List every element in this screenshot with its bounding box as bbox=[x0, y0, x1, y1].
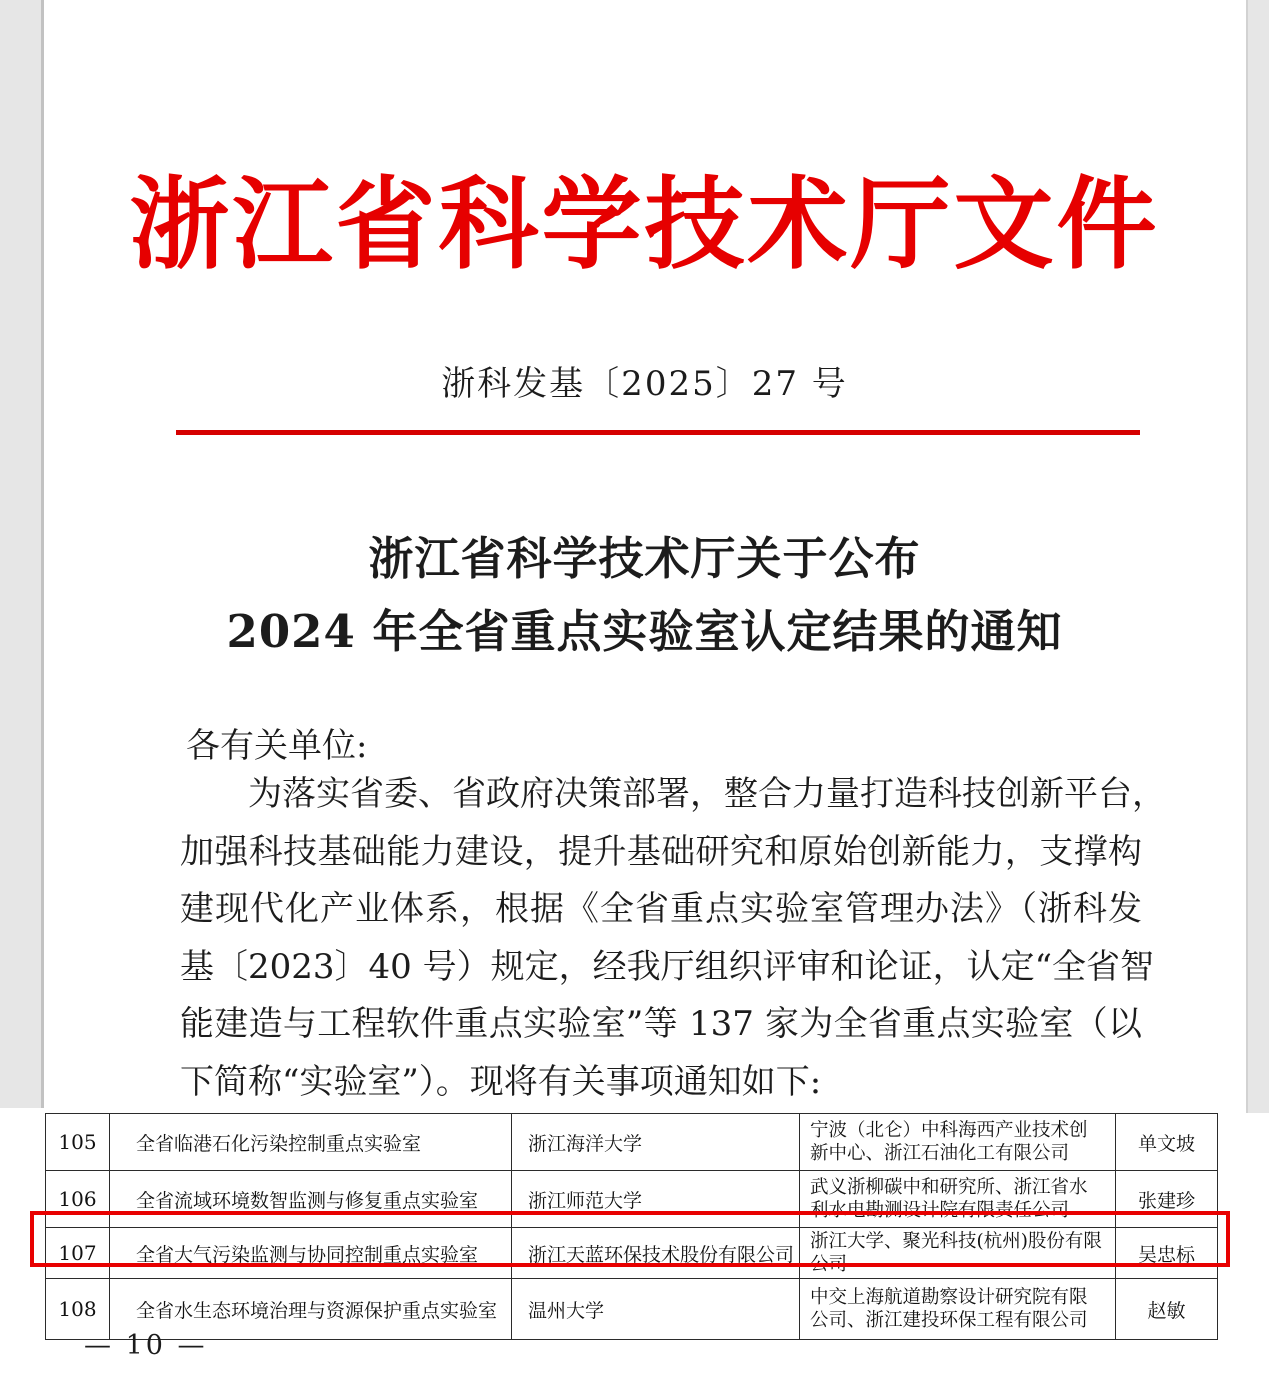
lab-name-cell: 全省流域环境数智监测与修复重点实验室 bbox=[110, 1171, 512, 1228]
scan-margin-right bbox=[1246, 0, 1269, 1113]
institution-cell: 浙江天蓝环保技术股份有限公司 bbox=[512, 1228, 800, 1279]
director-cell: 赵敏 bbox=[1116, 1279, 1218, 1340]
letterhead-divider-rule bbox=[176, 430, 1140, 435]
body-line: 基〔2023〕40 号）规定，经我厅组织评审和论证，认定“全省智 bbox=[180, 946, 1154, 987]
salutation: 各有关单位: bbox=[186, 726, 368, 766]
table-row-107-highlighted bbox=[46, 1228, 1218, 1279]
lab-name-cell: 全省水生态环境治理与资源保护重点实验室 bbox=[110, 1279, 512, 1340]
institution-cell: 浙江海洋大学 bbox=[512, 1114, 800, 1171]
partners-cell: 浙江大学、聚光科技(杭州)股份有限公司 bbox=[800, 1228, 1116, 1279]
director-cell: 张建珍 bbox=[1116, 1171, 1218, 1228]
institution-cell: 浙江师范大学 bbox=[512, 1171, 800, 1228]
scan-margin-left bbox=[0, 0, 44, 1108]
row-number-cell: 107 bbox=[46, 1228, 110, 1279]
notice-title-line1: 浙江省科学技术厅关于公布 bbox=[368, 532, 921, 585]
body-line: 下简称“实验室”）。现将有关事项通知如下: bbox=[180, 1061, 822, 1102]
letterhead-title: 浙江省科学技术厅文件 bbox=[129, 165, 1160, 283]
page-number: — 10 — bbox=[84, 1330, 208, 1361]
partners-cell: 中交上海航道勘察设计研究院有限公司、浙江建投环保工程有限公司 bbox=[800, 1279, 1116, 1340]
key-laboratory-results-table bbox=[45, 1113, 1218, 1340]
row-number-cell: 106 bbox=[46, 1171, 110, 1228]
institution-cell: 温州大学 bbox=[512, 1279, 800, 1340]
lab-name-cell: 全省临港石化污染控制重点实验室 bbox=[110, 1114, 512, 1171]
director-cell: 单文坡 bbox=[1116, 1114, 1218, 1171]
row-number-cell: 105 bbox=[46, 1114, 110, 1171]
partners-cell: 宁波（北仑）中科海西产业技术创新中心、浙江石油化工有限公司 bbox=[800, 1114, 1116, 1171]
lab-name-cell: 全省大气污染监测与协同控制重点实验室 bbox=[110, 1228, 512, 1279]
body-line: 能建造与工程软件重点实验室”等 137 家为全省重点实验室（以 bbox=[180, 1004, 1142, 1044]
table-row-105 bbox=[46, 1114, 1218, 1171]
table-row-108 bbox=[46, 1279, 1218, 1340]
notice-title bbox=[43, 522, 1246, 668]
body-paragraph bbox=[180, 766, 1166, 1111]
partners-cell: 武义浙柳碳中和研究所、浙江省水利水电勘测设计院有限责任公司 bbox=[800, 1171, 1116, 1228]
director-cell: 吴忠标 bbox=[1116, 1228, 1218, 1279]
table-row-106 bbox=[46, 1171, 1218, 1228]
document-number: 浙科发基〔2025〕27 号 bbox=[441, 364, 848, 404]
notice-title-line2: 2024 年全省重点实验室认定结果的通知 bbox=[226, 605, 1063, 658]
body-line: 为落实省委、省政府决策部署，整合力量打造科技创新平台， bbox=[248, 774, 1166, 814]
body-line: 建现代化产业体系，根据《全省重点实验室管理办法》（浙科发 bbox=[180, 889, 1142, 929]
body-line: 加强科技基础能力建设，提升基础研究和原始创新能力，支撑构 bbox=[180, 831, 1142, 872]
row-number-cell: 108 bbox=[46, 1279, 110, 1340]
